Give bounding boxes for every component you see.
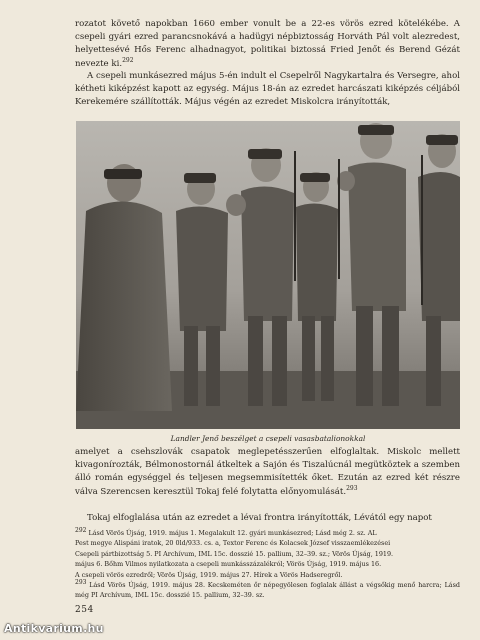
footnote-line: 292 Lásd Vörös Újság, 1919. május 1. Megalakult 12. gyári munkásezred; Lásd még 2. sz. AL — [75, 526, 377, 537]
page-number: 254 — [75, 605, 94, 615]
footnotes — [75, 528, 460, 601]
body-paragraph-1 — [75, 18, 460, 71]
footnote-line: május 6. Bőhm Vilmos nyilatkozata a csepeli munkásszázalékról; Vörös Újság, 1919. május 16. — [75, 560, 382, 569]
soldiers-group-photo — [76, 121, 460, 429]
footnote-line: A csepeli vörös ezredről; Vörös Újság, 1919. május 27. Hírek a Vörös Hadseregről. — [75, 570, 343, 579]
historical-photograph — [76, 121, 460, 429]
footnote-line: Pest megye Alispáni iratok, 20 0ld/933. cs. a, Textor Ferenc és Kolacsek József visszaemlékezései — [75, 539, 391, 548]
paragraph-1-text: rozatot követő napokban 1660 ember vonult be a 22-es vörös ezred kötelékébe. A csepeli gyári ezred parancsnokává a hadügyi népbiztosság Horváth Pál volt alezredest, helyettesévé Hős Ferenc alhadnagyot, politikai biztossá Fried Jenőt és Berend Gézát nevezte ki. — [75, 19, 460, 69]
footnote-line: Csepeli pártbizottság 5. PI Archívum, IML 15c. dosszié 15. pallium, 32–39. sz.; Vörös Újság, 1919. — [75, 549, 394, 558]
body-paragraph-4: Tokaj elfoglalása után az ezredet a lévai frontra irányították, Lévától egy napot — [87, 513, 432, 523]
footnote-line: 293 Lásd Vörös Újság, 1919. május 28. Kecskeméten őr népegyölesen foglalak állást a végsőkig menő harcra; Lásd még PI Archívum, IML 15c. dosszié 15. pallium, 32–39. sz. — [75, 578, 460, 600]
paragraph-3-text: amelyet a csehszlovák csapatok meglepetésszerűen elfoglaltak. Miskolc mellett kivagonírozták, Bélmonostornál átkeltek a Sajón és Tiszalúcnál megütköztek a szemben álló román egységgel és teljesen megsemmisítették őket. Ezután az ezred két részre válva Szerencsen keresztül Tokaj felé folytatta előnyomulását. — [75, 447, 460, 497]
footnote-ref-292: 292 — [122, 56, 134, 64]
body-paragraph-2: A csepeli munkásezred május 5-én indult el Csepelről Nagykartalra és Versegre, ahol kétheti kiképzést kapott az egység. Május 18-án az ezredet harcászati kiképzés céljából Kerekemére szállították. Május végén az ezredet Miskolcra irányították, — [75, 71, 460, 108]
footnote-ref-293: 293 — [346, 484, 358, 492]
body-paragraph-3 — [75, 446, 460, 499]
watermark: Antikvarium.hu — [4, 622, 104, 635]
photo-caption: Landler Jenő beszélget a csepeli vasasbatalionokkal — [170, 434, 366, 443]
